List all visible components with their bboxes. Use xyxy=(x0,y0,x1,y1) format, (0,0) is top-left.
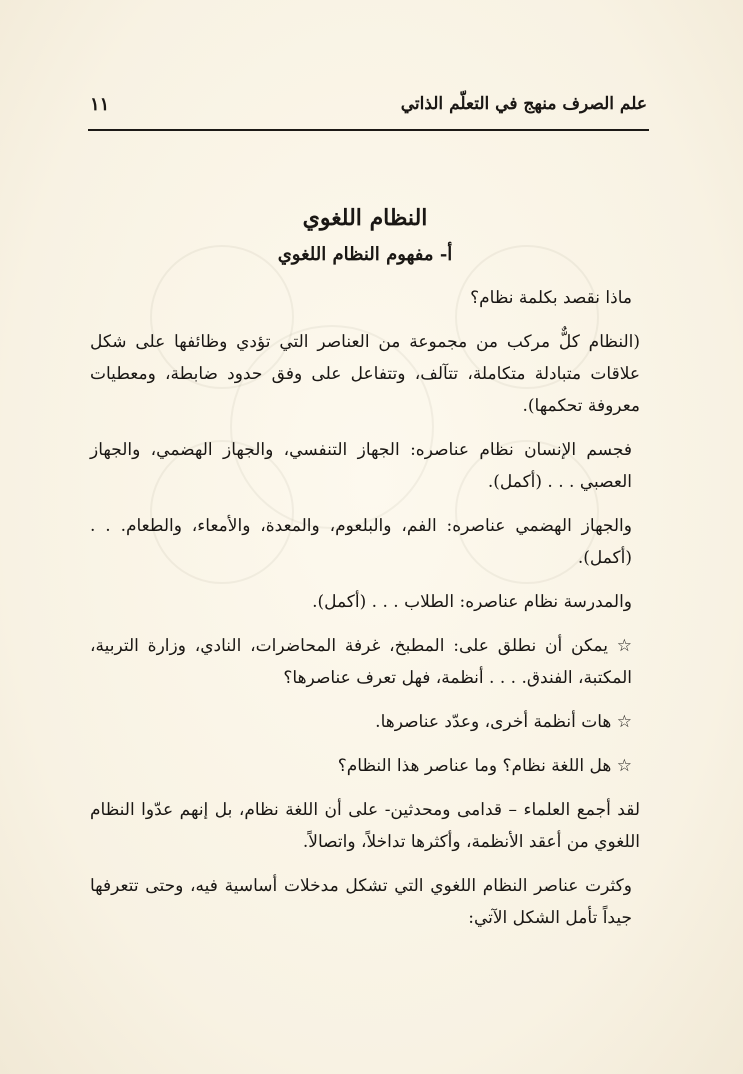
paragraph-scholars: لقد أجمع العلماء – قدامى ومحدثين- على أن اللغة نظام، بل إنهم عدّوا النظام اللغوي من أعقد الأنظمة، وأكثرها تداخلاً، واتصالاً. xyxy=(90,800,640,852)
header-divider xyxy=(88,129,649,131)
section-subtitle: أ- مفهوم النظام اللغوي xyxy=(277,244,453,265)
paragraph-language-question: ☆ هل اللغة نظام؟ وما عناصر هذا النظام؟ xyxy=(337,756,632,776)
paragraph-exercise-other: ☆ هات أنظمة أخرى، وعدّد عناصرها. xyxy=(375,712,632,732)
page-body xyxy=(90,190,640,946)
paragraph-exercise-systems: ☆ يمكن أن نطلق على: المطبخ، غرفة المحاضرات، النادي، وزارة التربية، المكتبة، الفندق. . . . أنظمة، فهل تعرف عناصرها؟ xyxy=(90,636,632,688)
book-title: علم الصرف منهج في التعلّم الذاتي xyxy=(400,94,647,114)
paragraph-school: والمدرسة نظام عناصره: الطلاب . . . (أكمل). xyxy=(312,592,632,612)
page-number: ١١ xyxy=(90,94,110,115)
running-header xyxy=(90,88,647,128)
paragraph-human-body: فجسم الإنسان نظام عناصره: الجهاز التنفسي، والجهاز الهضمي، والجهاز العصبي . . . (أكمل). xyxy=(90,440,632,492)
section-title: النظام اللغوي xyxy=(302,205,428,231)
paragraph-question: ماذا نقصد بكلمة نظام؟ xyxy=(470,288,632,308)
paragraph-digestive-system: والجهاز الهضمي عناصره: الفم، والبلعوم، والمعدة، والأمعاء، والطعام. . . (أكمل). xyxy=(90,516,632,568)
paragraph-definition: (النظام كلٌّ مركب من مجموعة من العناصر التي تؤدي وظائفها على شكل علاقات متبادلة متكاملة، تتآلف، وتتفاعل على وفق حدود ضابطة، ومعطيات معروفة تحكمها). xyxy=(90,332,640,416)
paragraph-elements: وكثرت عناصر النظام اللغوي التي تشكل مدخلات أساسية فيه، وحتى تتعرفها جيداً تأمل الشكل الآتي: xyxy=(90,876,632,928)
